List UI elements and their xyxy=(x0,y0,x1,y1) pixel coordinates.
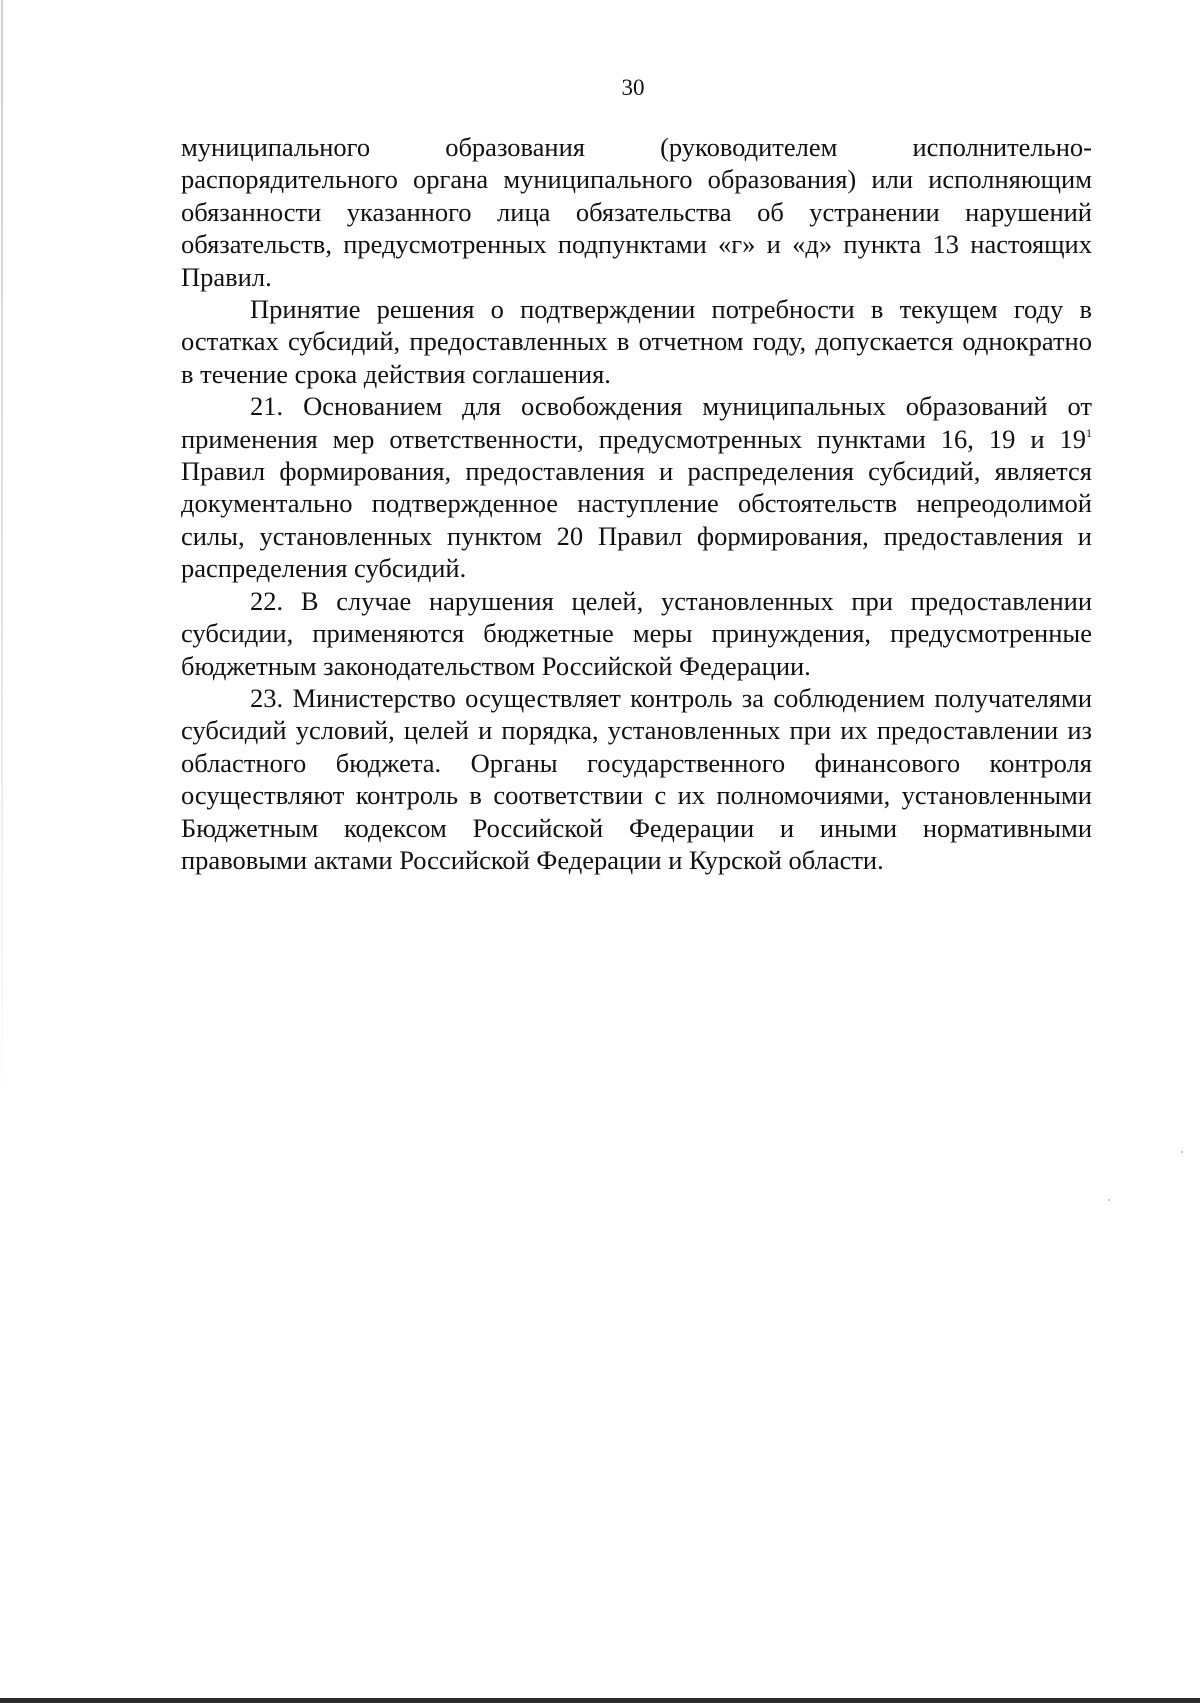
scan-left-edge xyxy=(1,0,3,1120)
scan-speck xyxy=(1108,1199,1110,1201)
paragraph-residual-subsidies: Принятие решения о подтверждении потребности в текущем году в остатках субсидий, предоставленных в отчетном году, допускается однократно в течение срока действия соглашения. xyxy=(181,294,1092,389)
paragraph-23: 23. Министерство осуществляет контроль за соблюдением получателями субсидий условий, целей и порядка, установленных при их предоставлении из областного бюджета. Органы государственного финансового контроля осуществляют контроль в соответствии с их полномочиями, установленными Бюджетным кодексом Российской Федерации и иными нормативными правовыми актами Российской Федерации и Курской области. xyxy=(181,682,1092,875)
paragraph-21-text-end: Правил формирования, предоставления и распределения субсидий, является документально подтвержденное наступление обстоятельств непреодолимой силы, установленных пунктом 20 Правил формирования, предоставления и распределения субсидий. xyxy=(181,456,1092,584)
page-number: 30 xyxy=(621,75,645,100)
paragraph-continuation: муниципального образования (руководителем исполнительно-распорядительного органа муниципального образования) или исполняющим обязанности указанного лица обязательства об устранении нарушений обязательств, предусмотренных подпунктами «г» и «д» пункта 13 настоящих Правил. xyxy=(181,132,1092,292)
paragraph-22: 22. В случае нарушения целей, установленных при предоставлении субсидии, применяются бюджетные меры принуждения, предусмотренные бюджетным законодательством Российской Федерации. xyxy=(181,585,1092,681)
document-body xyxy=(181,131,1092,876)
paragraph-21-text-start: 21. Основанием для освобождения муниципальных образований от применения мер ответственности, предусмотренных пунктами 16, 19 и 19 xyxy=(181,391,1092,454)
scan-bottom-edge xyxy=(0,1698,1200,1703)
paragraph-21 xyxy=(181,390,1092,584)
paragraph-21-superscript: 1 xyxy=(1086,425,1092,440)
scan-speck xyxy=(1181,1151,1183,1153)
